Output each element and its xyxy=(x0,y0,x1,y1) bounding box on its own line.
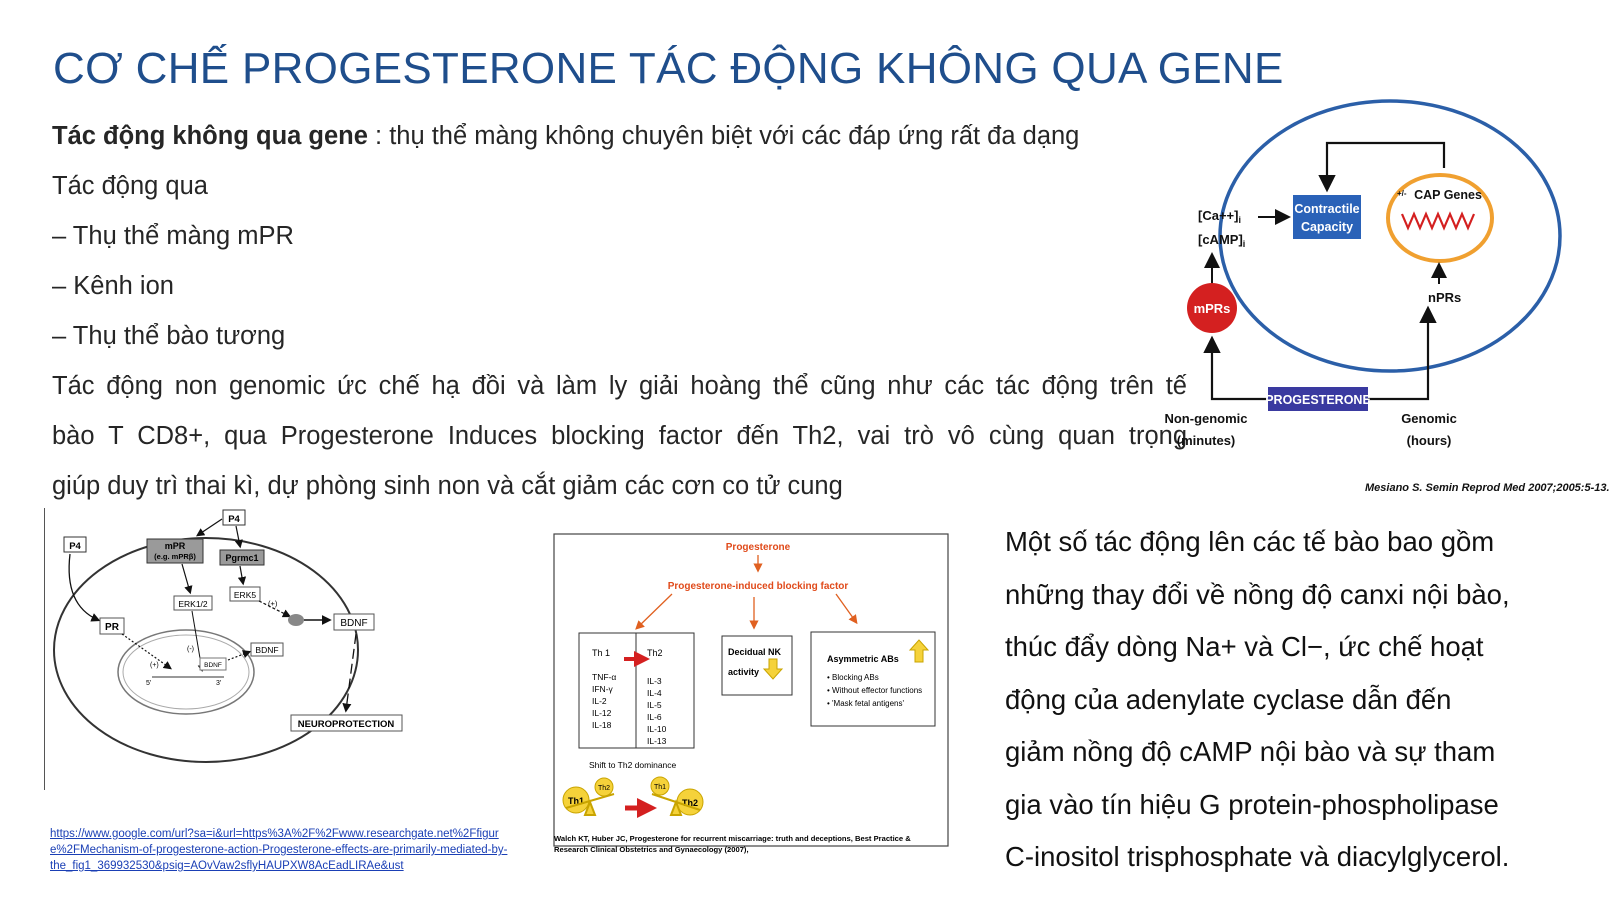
side-line: giảm nồng độ cAMP nội bào và sự tham xyxy=(1005,736,1496,767)
ball-th2-right-label: Th2 xyxy=(681,798,699,808)
mpr-label: mPR xyxy=(164,541,186,551)
th2-cytokine: IL-4 xyxy=(647,688,662,698)
asym-item: • 'Mask fetal antigens' xyxy=(827,699,905,708)
main-line-5: – Thụ thể bào tương xyxy=(52,322,286,350)
th2-cytokine: IL-3 xyxy=(647,676,662,686)
cap-genes-label: CAP Genes xyxy=(1414,188,1482,202)
figure3-citation-1: Walch KT, Huber JC, Progesterone for recurrent miscarriage: truth and deceptions, Best Practice & xyxy=(554,834,911,843)
bdnf-out-label: BDNF xyxy=(340,618,368,629)
main-line-3: – Thụ thể màng mPR xyxy=(52,222,294,250)
decidual-label-2: activity xyxy=(728,667,760,677)
th2-label: Th2 xyxy=(647,648,663,658)
th2-cytokine: IL-5 xyxy=(647,700,662,710)
figure3-citation-2: Research Clinical Obstetrics and Gynaecology (2007), xyxy=(554,845,749,854)
side-line: Một số tác động lên các tế bào bao gồm xyxy=(1005,526,1495,557)
p4-top-label: P4 xyxy=(228,514,240,525)
side-line: gia vào tín hiệu G protein-phospholipase xyxy=(1005,788,1499,820)
main-line-2: Tác động qua xyxy=(52,172,208,200)
bdnf-gene-label: BDNF xyxy=(204,662,222,669)
arrow-pgrmc1-erk5 xyxy=(240,566,243,583)
neuroprotection-label: NEUROPROTECTION xyxy=(297,719,395,730)
main-line-1-rest: : thụ thể màng không chuyên biệt với các đáp ứng rất đa dạng xyxy=(367,122,1080,150)
side-line: những thay đổi về nồng độ canxi nội bào, xyxy=(1005,578,1510,610)
slide-title: CƠ CHẾ PROGESTERONE TÁC ĐỘNG KHÔNG QUA GENE xyxy=(53,44,1284,93)
erk5-label: ERK5 xyxy=(233,590,257,600)
figure-neuroprotection xyxy=(46,510,426,785)
th2-cytokine: IL-10 xyxy=(647,724,667,734)
th1-cytokine: TNF-α xyxy=(592,672,617,682)
plus-label-2: (+) xyxy=(150,662,159,669)
ball-th2-left-label: Th2 xyxy=(597,785,611,792)
decidual-label-1: Decidual NK xyxy=(728,647,782,657)
main-line-7: bào T CD8+, qua Progesterone Induces blocking factor đến Th2, vai trò vô cùng quan trọng xyxy=(52,422,1187,450)
arrow-gene-bdnf xyxy=(228,652,249,660)
th1-label: Th 1 xyxy=(592,648,611,658)
pibf-label: Progesterone-induced blocking factor xyxy=(667,581,849,592)
main-text-block xyxy=(52,111,1187,511)
decidual-box xyxy=(722,636,792,695)
ball-th1-left-label: Th1 xyxy=(567,796,585,806)
figure1-citation: Mesiano S. Semin Reprod Med 2007;2005:5-13. xyxy=(1365,482,1610,494)
th1-cytokine: IL-2 xyxy=(592,696,607,706)
th2-cytokine: IL-6 xyxy=(647,712,662,722)
main-line-1 xyxy=(52,111,1187,161)
progesterone-label: Progesterone xyxy=(725,542,791,553)
arrow-prog-to-mprs xyxy=(1212,340,1268,399)
mprs-label: mPRs xyxy=(1193,301,1231,316)
ca-label: $[Ca++]_i$ xyxy=(1198,208,1241,225)
arrow-prog-to-nprs xyxy=(1368,310,1428,399)
side-line: thúc đẩy dòng Na+ và Cl−, ức chế hoạt xyxy=(1005,631,1484,662)
ball-th1-right-label: Th1 xyxy=(653,784,667,791)
erk12-label: ERK1/2 xyxy=(178,599,208,609)
figure-progesterone-pathways xyxy=(1164,96,1580,506)
nongenomic-time: (minutes) xyxy=(1176,433,1236,448)
p4-left-label: P4 xyxy=(69,541,81,552)
asym-item: • Without effector functions xyxy=(827,686,923,695)
nongenomic-label: Non-genomic xyxy=(1164,411,1248,426)
genomic-label: Genomic xyxy=(1401,411,1457,426)
mpr-sub-label: (e.g. mPRβ) xyxy=(154,552,196,561)
five-prime: 5' xyxy=(146,680,152,687)
pr-label: PR xyxy=(105,622,119,633)
nprs-label: nPRs xyxy=(1428,290,1462,305)
minus-label: (-) xyxy=(187,646,194,653)
th1-cytokine: IFN-γ xyxy=(592,684,613,694)
three-prime: 3' xyxy=(216,680,222,687)
contractile-label-1: Contractile xyxy=(1294,202,1360,216)
th1-cytokine: IL-12 xyxy=(592,708,612,718)
figure-blocking-factor xyxy=(552,532,952,877)
cell-ellipse xyxy=(1220,101,1560,371)
side-line: C-inositol trisphosphate và diacylglycerol. xyxy=(1005,841,1510,872)
main-line-8: giúp duy trì thai kì, dự phòng sinh non và cắt giảm các cơn co tử cung xyxy=(52,472,843,500)
arrow-p4-pgrmc1 xyxy=(236,526,240,546)
release-site xyxy=(288,614,304,626)
side-text-block xyxy=(1005,516,1565,884)
asym-item: • Blocking ABs xyxy=(827,673,879,682)
nucleus-inner xyxy=(123,635,249,709)
figure2-divider xyxy=(44,508,45,790)
main-line-6: Tác động non genomic ức chế hạ đồi và làm ly giải hoàng thể cũng như các tác động trên tế xyxy=(52,372,1187,400)
nucleus xyxy=(118,630,254,714)
side-line: động của adenylate cyclase dẫn đến xyxy=(1005,683,1452,715)
shift-label: Shift to Th2 dominance xyxy=(589,760,677,770)
th1-cytokine: IL-18 xyxy=(592,720,612,730)
camp-label: $[cAMP]_i$ xyxy=(1198,232,1246,249)
arrow-p4-pr xyxy=(69,554,98,620)
main-line-1-bold: Tác động không qua gene xyxy=(52,122,368,150)
th2-cytokine: IL-13 xyxy=(647,736,667,746)
pgrmc1-label: Pgrmc1 xyxy=(225,553,259,563)
figure2-source-link[interactable]: https://www.google.com/url?sa=i&url=https%3A%2F%2Fwww.researchgate.net%2Ffigure%2FMechanism-of-progesterone-action-Progesterone-effects-are-primarily-mediated-by-the_fig1_369932530&psig=AOvVaw2sflyHAUPXW8AcEadLIRAe&ust xyxy=(50,828,508,872)
main-line-4: – Kênh ion xyxy=(52,272,174,300)
asym-label: Asymmetric ABs xyxy=(827,654,899,664)
plus-label-1: (+) xyxy=(268,599,278,608)
bdnf-mid-label: BDNF xyxy=(255,645,279,655)
cap-sign: +/- xyxy=(1397,189,1407,198)
genomic-time: (hours) xyxy=(1406,433,1452,448)
arrow-pr-gene xyxy=(122,634,170,668)
arrow-mpr-erk12 xyxy=(182,564,190,592)
arrow-p4-mpr xyxy=(198,519,222,535)
contractile-label-2: Capacity xyxy=(1300,220,1354,234)
progesterone-label: PROGESTERONE xyxy=(1265,393,1371,407)
